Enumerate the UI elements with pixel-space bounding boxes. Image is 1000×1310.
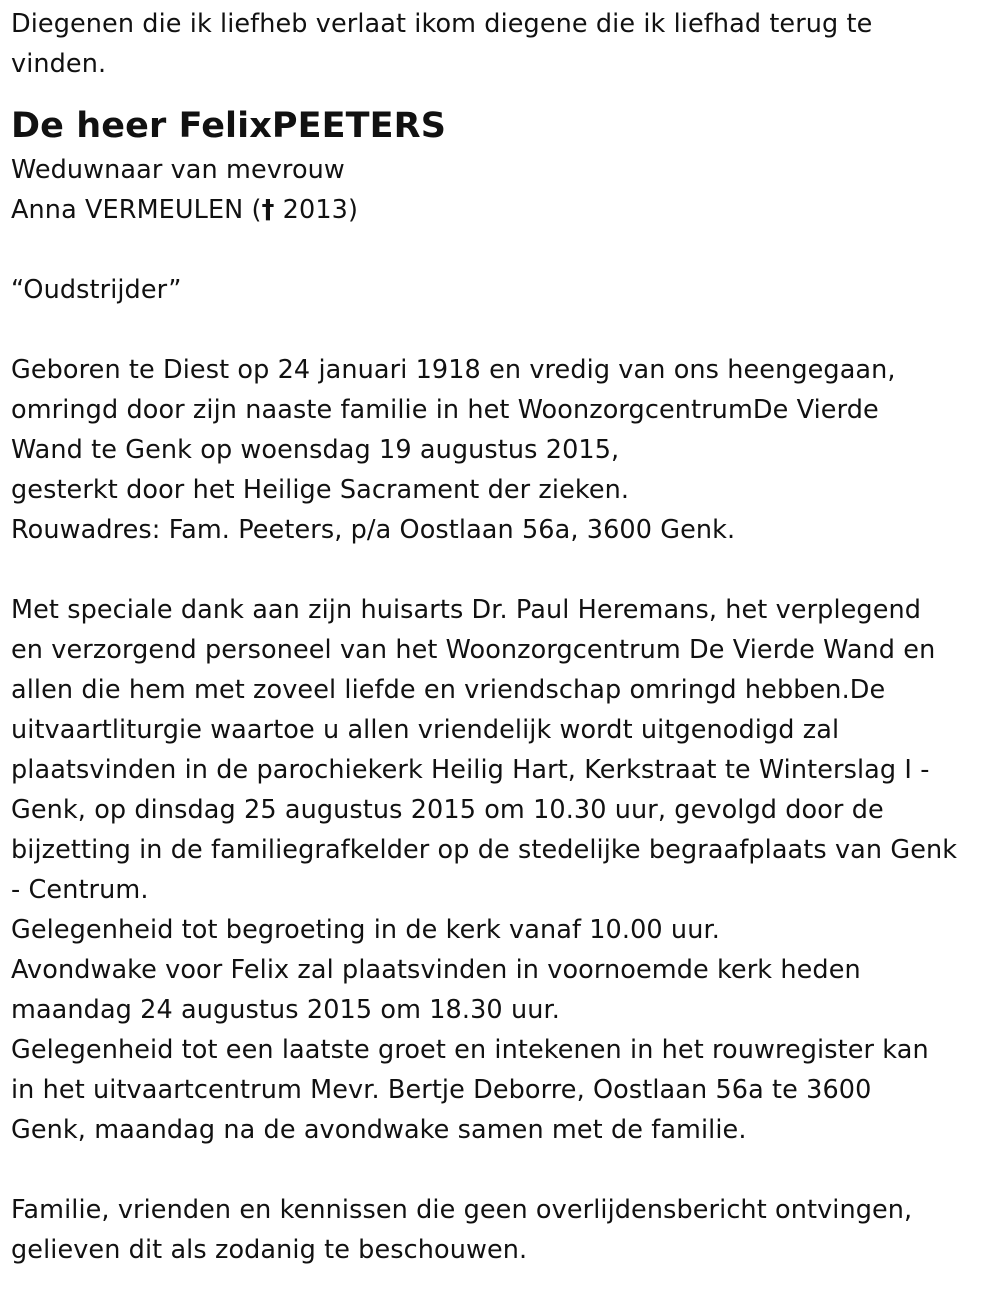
paragraph-line: - Centrum. xyxy=(11,875,149,905)
paragraph-line: Genk, maandag na de avondwake samen met de familie. xyxy=(11,1115,747,1145)
spouse-line xyxy=(11,190,990,230)
closing-line: gelieven dit als zodanig te beschouwen. xyxy=(11,1235,528,1265)
mourning-address: Rouwadres: Fam. Peeters, p/a Oostlaan 56a, 3600 Genk. xyxy=(11,515,736,545)
paragraph-line: Gelegenheid tot begroeting in de kerk vanaf 10.00 uur. xyxy=(11,915,720,945)
paragraph-line: uitvaartliturgie waartoe u allen vriendelijk wordt uitgenodigd zal xyxy=(11,715,840,745)
motto xyxy=(11,4,990,84)
spouse-death-year: 2013) xyxy=(274,195,359,225)
paragraph-line: Met speciale dank aan zijn huisarts Dr. Paul Heremans, het verplegend xyxy=(11,595,922,625)
spacer xyxy=(11,1150,990,1190)
paragraph-line: Gelegenheid tot een laatste groet en intekenen in het rouwregister kan xyxy=(11,1035,929,1065)
motto-line: vinden. xyxy=(11,49,107,79)
detail-line: Wand te Genk op woensdag 19 augustus 2015, xyxy=(11,435,620,465)
motto-line: Diegenen die ik liefheb verlaat ikom diegene die ik liefhad terug te xyxy=(11,9,873,39)
paragraph-line: maandag 24 augustus 2015 om 18.30 uur. xyxy=(11,995,560,1025)
paragraph-line: bijzetting in de familiegrafkelder op de stedelijke begraafplaats van Genk xyxy=(11,835,958,865)
closing-note xyxy=(11,1190,990,1270)
widower-info xyxy=(11,150,990,230)
paragraph-line: in het uitvaartcentrum Mevr. Bertje Deborre, Oostlaan 56a te 3600 xyxy=(11,1075,872,1105)
cross-icon: † xyxy=(261,195,275,225)
paragraph-line: allen die hem met zoveel liefde en vriendschap omringd hebben.De xyxy=(11,675,886,705)
deceased-name: De heer FelixPEETERS xyxy=(11,106,447,146)
thanks-and-funeral-details xyxy=(11,590,990,1150)
title-quote: “Oudstrijder” xyxy=(11,275,182,305)
spacer xyxy=(11,550,990,590)
paragraph-line: plaatsvinden in de parochiekerk Heilig Hart, Kerkstraat te Winterslag I - xyxy=(11,755,930,785)
detail-line: gesterkt door het Heilige Sacrament der zieken. xyxy=(11,475,630,505)
spouse-name: Anna VERMEULEN ( xyxy=(11,195,262,225)
widower-line: Weduwnaar van mevrouw xyxy=(11,155,345,185)
spacer xyxy=(11,310,990,350)
detail-line: Geboren te Diest op 24 januari 1918 en vredig van ons heengegaan, xyxy=(11,355,896,385)
spacer xyxy=(11,230,990,270)
birth-death-details xyxy=(11,350,990,550)
closing-line: Familie, vrienden en kennissen die geen overlijdensbericht ontvingen, xyxy=(11,1195,913,1225)
paragraph-line: Avondwake voor Felix zal plaatsvinden in voornoemde kerk heden xyxy=(11,955,861,985)
paragraph-line: Genk, op dinsdag 25 augustus 2015 om 10.30 uur, gevolgd door de xyxy=(11,795,884,825)
paragraph-line: en verzorgend personeel van het Woonzorgcentrum De Vierde Wand en xyxy=(11,635,936,665)
detail-line: omringd door zijn naaste familie in het WoonzorgcentrumDe Vierde xyxy=(11,395,879,425)
